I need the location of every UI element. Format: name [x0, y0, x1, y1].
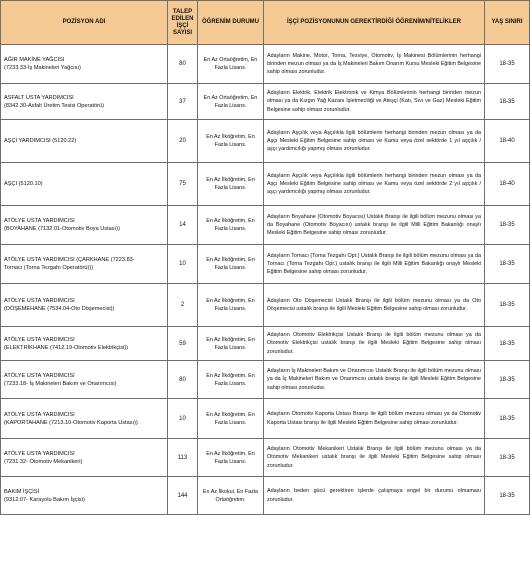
- position-cell: [1, 84, 168, 120]
- requirements-text: Adayların Elektrik, Elektrik Elektronik ve Kimya Bölümlerinin herhangi birinden mezun olması ya da Kızgın Yağ Kazanı İşletmeciliği ve Ateşçi (Katı, Sıvı ve Gaz) Mesleki Eğitim Belgesine sahip olması zorunludur.: [264, 84, 485, 120]
- worker-count: 20: [168, 120, 198, 163]
- requirements-text: Adayların Makine, Motor, Torna, Tesviye, Otomotiv, İş Makinesi Bölümlerinin herhangi birinden mezun olması ya da İş Makineleri Bakım Onarım Kursu Mesleki Eğitim Belgesine sahip olması zorunludur.: [264, 45, 485, 84]
- position-code: (9312.07- Karayolu Bakım İşçisi): [4, 496, 85, 503]
- worker-count: 113: [168, 439, 198, 477]
- worker-count: 10: [168, 399, 198, 439]
- position-title: BAKIM İŞÇİSİ: [4, 488, 40, 495]
- position-code: (8342.30-Asfalt Üretim Tesisi Operatörü): [4, 102, 105, 109]
- table-row: [1, 477, 530, 515]
- worker-count: 80: [168, 361, 198, 399]
- table-row: [1, 163, 530, 206]
- position-title: AŞÇI (5120.10): [4, 181, 43, 187]
- age-limit: 18-35: [485, 399, 530, 439]
- position-cell: [1, 284, 168, 327]
- education-level: En Az İlköğretim, En Fazla Lisans.: [198, 284, 264, 327]
- position-cell: [1, 163, 168, 206]
- table-row: [1, 206, 530, 245]
- education-level: En Az İlköğretim, En Fazla Lisans.: [198, 163, 264, 206]
- age-limit: 18-35: [485, 327, 530, 361]
- education-level: En Az Ortaöğretim, En Fazla Lisans.: [198, 45, 264, 84]
- requirements-text: Adayların beden gücü gerektiren işlerde çalışmaya engel bir durumu olmaması zorunludur.: [264, 477, 485, 515]
- requirements-text: Adayların Oto Döşemecisi Ustalık Branşı ile ilgili bölüm mezunu olması ya da Oto Döşemecisi ustalık branşı ile ilgili Mesleki Eğitim Belgesine sahip olması zorunludur.: [264, 284, 485, 327]
- position-title: ATÖLYE USTA YARDIMCISI: [4, 411, 75, 418]
- education-level: En Az İlköğretim, En Fazla Lisans.: [198, 327, 264, 361]
- age-limit: 18-35: [485, 477, 530, 515]
- worker-count: 59: [168, 327, 198, 361]
- position-cell: [1, 245, 168, 284]
- position-title: ATÖLYE USTA YARDIMCISI: [4, 450, 75, 457]
- age-limit: 18-40: [485, 120, 530, 163]
- age-limit: 18-35: [485, 284, 530, 327]
- education-level: En Az İlköğretim, En Fazla Lisans.: [198, 120, 264, 163]
- age-limit: 18-35: [485, 361, 530, 399]
- position-cell: [1, 45, 168, 84]
- position-title: ATÖLYE USTA YARDIMCISI (ÇARKHANE (7223.83-: [4, 257, 135, 263]
- requirements-text: Adayların Tornacı (Torna Tezgahı Opr.) Ustalık Branşı ile ilgili bölüm mezunu olması ya da Tornacı (Torna Tezgahı Opr.) ustalık branşı ile ilgili Milli Eğitim Bakanlığı onaylı Mesleki Eğitim Belgesine sahip olması zorunludur.: [264, 245, 485, 284]
- table-row: [1, 45, 530, 84]
- position-cell: [1, 439, 168, 477]
- requirements-text: Adayların Aşçılık veya Aşçılıkla ilgili bölümlerin herhangi birinden mezun olması ya da Aşçı Mesleki Eğitim Belgesine sahip olması ve Kamu veya özel sektörde 1 yıl aşçılık / aşçı yardımcılığı yapmış olması zorunludur.: [264, 120, 485, 163]
- table-header-row: [1, 1, 530, 45]
- position-title: AĞIR MAKİNE YAĞCISI: [4, 57, 65, 63]
- header-age: YAŞ SINIRI: [485, 1, 530, 45]
- requirements-text: Adayların İş Makineleri Bakım ve Onarımcısı Ustalık Branşı ile ilgili bölüm mezunu olması ya da İş Makineleri Bakım ve Onarımcısı ustalık branşı ile ilgili Mesleki Eğitim Belgesine sahip olması zorunludur.: [264, 361, 485, 399]
- position-code: (7231.32- Otomotiv Mekanikeri): [4, 458, 83, 465]
- worker-count: 37: [168, 84, 198, 120]
- requirements-text: Adayların Otomotiv Kaporta Ustası Branşı ile ilgili bölüm mezunu olması ya da Otomotiv Kaporta Ustası branşı ile ilgili Mesleki Eğitim Belgesine sahip olması zorunludur.: [264, 399, 485, 439]
- table-row: [1, 399, 530, 439]
- worker-count: 80: [168, 45, 198, 84]
- position-code: (BOYAHANE (7132.01-Otomotiv Boya Ustası)): [4, 226, 120, 232]
- worker-count: 14: [168, 206, 198, 245]
- education-level: En Az İlköğretim, En Fazla Lisans.: [198, 206, 264, 245]
- table-body: [1, 45, 530, 515]
- education-level: En Az İlköğretim, En Fazla Lisans.: [198, 361, 264, 399]
- age-limit: 18-35: [485, 439, 530, 477]
- education-level: En Az İlkokul, En Fazla Ortaöğretim.: [198, 477, 264, 515]
- education-level: En Az İlköğretim, En Fazla Lisans.: [198, 399, 264, 439]
- header-position: POZİSYON ADI: [1, 1, 168, 45]
- education-level: En Az İlköğretim, En Fazla Lisans.: [198, 439, 264, 477]
- age-limit: 18-40: [485, 163, 530, 206]
- position-cell: [1, 477, 168, 515]
- header-education: ÖĞRENİM DURUMU: [198, 1, 264, 45]
- position-cell: [1, 120, 168, 163]
- age-limit: 18-35: [485, 45, 530, 84]
- position-code: (KAPORTAHANE (7213.10-Otomotiv Kaporta Ustası)): [4, 419, 138, 426]
- position-code: Tornacı (Torna Tezgahı Operatörü))): [4, 265, 94, 271]
- table-row: [1, 439, 530, 477]
- table-row: [1, 120, 530, 163]
- position-cell: [1, 327, 168, 361]
- position-title: AŞÇI YARDIMCISI (5120.22): [4, 138, 77, 144]
- table-row: [1, 327, 530, 361]
- position-cell: [1, 206, 168, 245]
- education-level: En Az Ortaöğretim, En Fazla Lisans.: [198, 84, 264, 120]
- table-row: [1, 284, 530, 327]
- position-title: ATÖLYE USTA YARDIMCISI: [4, 218, 75, 224]
- requirements-text: Adayların Otomotiv Elektrikçisi Ustalık Branşı ile ilgili bölüm mezunu olması ya da Otomotiv Elektrikçisi ustalık branşı ile ilgili Mesleki Eğitim Belgesine sahip olması zorunludur.: [264, 327, 485, 361]
- age-limit: 18-35: [485, 84, 530, 120]
- table-row: [1, 84, 530, 120]
- position-title: ASFALT USTA YARDIMCISI: [4, 94, 74, 101]
- worker-count: 144: [168, 477, 198, 515]
- position-cell: [1, 399, 168, 439]
- position-cell: [1, 361, 168, 399]
- requirements-text: Adayların Otomotiv Mekanikeri Ustalık Branşı ile ilgili bölüm mezunu olması ya da Otomotiv Mekanikeri ustalık branşı ile ilgili Mesleki Eğitim Belgesine sahip olması zorunludur.: [264, 439, 485, 477]
- worker-count: 75: [168, 163, 198, 206]
- position-title: ATÖLYE USTA YARDIMCISI: [4, 372, 75, 379]
- position-code: (7233.18- İş Makineleri Bakım ve Onarımcısı): [4, 380, 117, 387]
- position-title: ATÖLYE USTA YARDIMCISI: [4, 298, 75, 304]
- table-row: [1, 361, 530, 399]
- requirements-text: Adayların Aşçılık veya Aşçılıkla ilgili bölümlerin herhangi birinden mezun olması ya da Aşçı Mesleki Eğitim Belgesine sahip olması ve Kamu veya özel sektörde 2 yıl aşçılık / aşçı yardımcılığı yapmış olması zorunludur.: [264, 163, 485, 206]
- table-row: [1, 245, 530, 284]
- age-limit: 18-35: [485, 206, 530, 245]
- position-title: ATÖLYE USTA YARDIMCISI: [4, 336, 75, 343]
- worker-count: 10: [168, 245, 198, 284]
- position-code: (ELEKTRİKHANE (7412.19-Otomotiv Elektrikçisi)): [4, 344, 129, 351]
- worker-count: 2: [168, 284, 198, 327]
- header-requirements: İŞÇİ POZİSYONUNUN GEREKTİRDİĞİ ÖĞRENİM/NİTELİKLER: [264, 1, 485, 45]
- position-code: (7233.33-İş Makineleri Yağcısı): [4, 65, 81, 71]
- age-limit: 18-35: [485, 245, 530, 284]
- header-count: TALEP EDİLEN İŞÇİ SAYISI: [168, 1, 198, 45]
- position-code: (DÖŞEMEHANE (7534.04-Oto Döşemecisi)): [4, 306, 115, 312]
- education-level: En Az İlköğretim, En Fazla Lisans.: [198, 245, 264, 284]
- requirements-text: Adayların Boyahane (Otomotiv Boyacısı) Ustalık Branşı ile ilgili bölüm mezunu olması ya da Boyahane (Otomotiv Boyacısı) ustalık branşı ile ilgili Milli Eğitim Bakanlığı onaylı Mesleki Eğitim Belgesine sahip olması zorunludur.: [264, 206, 485, 245]
